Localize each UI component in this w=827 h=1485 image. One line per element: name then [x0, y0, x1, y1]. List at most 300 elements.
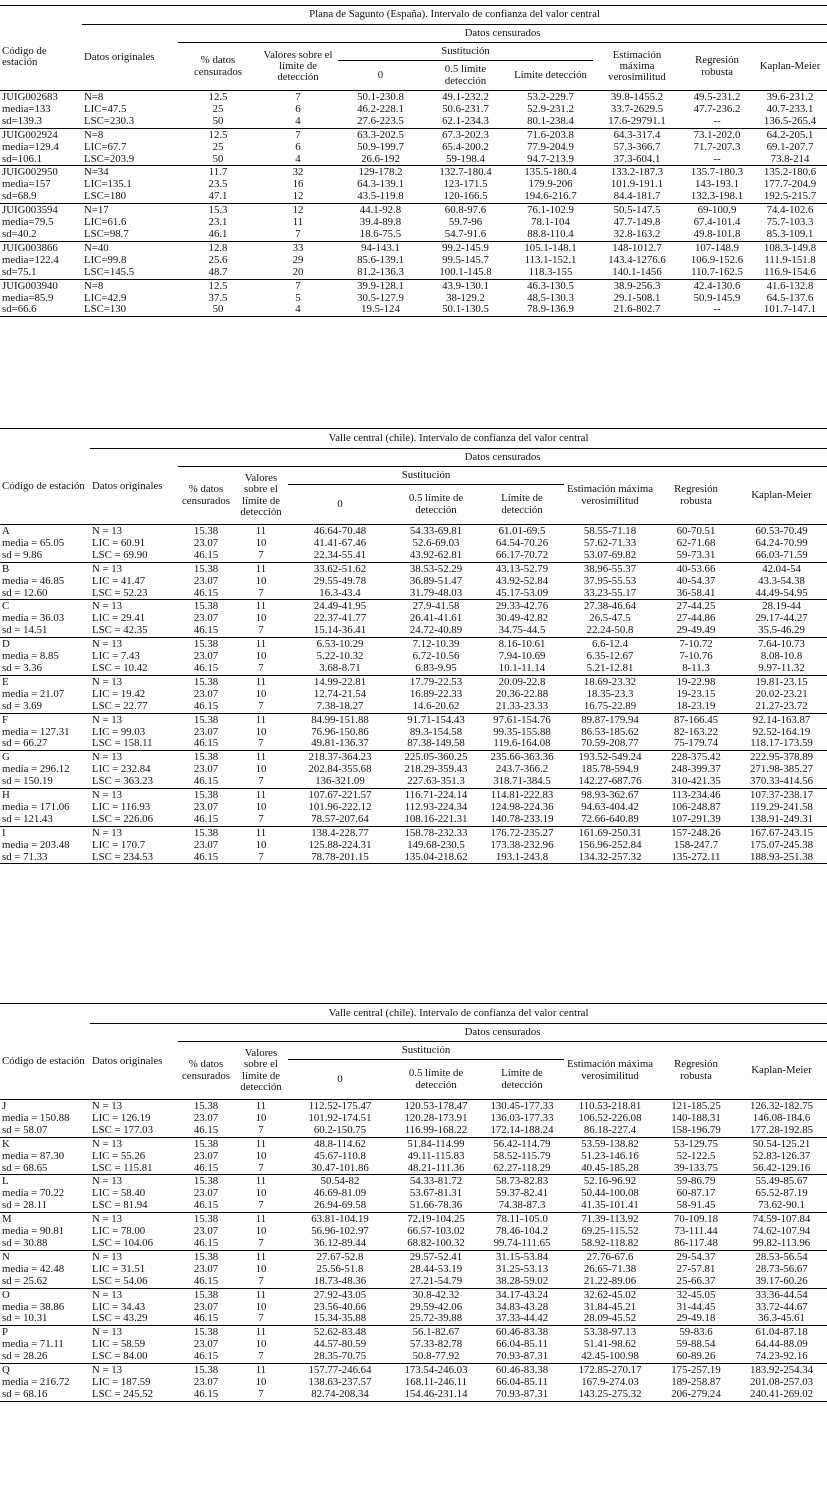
cell-sust-0: 26.94-69.58	[313, 1200, 367, 1212]
cell-pct-censurados: 47.1	[208, 191, 228, 203]
header-datos-originales: Datos originales	[90, 1024, 178, 1100]
cell-datos-originales: LSC = 245.52	[90, 1389, 178, 1401]
cell-sust-0: 39.4-89.8	[359, 217, 402, 229]
cell-regresion-robusta: 29-54.37	[656, 1250, 736, 1263]
cell-codigo: sd = 14.51	[2, 625, 48, 637]
header-sust-05: 0.5 límite de detección	[392, 1060, 480, 1100]
cell-estimacion-mv: 6.35-12.67	[586, 651, 634, 663]
cell-codigo: media = 46.85	[2, 575, 65, 587]
cell-datos-originales: LIC = 58.59	[92, 1339, 146, 1351]
cell-sust-05: 51.66-78.36	[409, 1200, 463, 1212]
cell-datos-originales: LIC = 78.00	[92, 1226, 146, 1238]
table-row	[0, 279, 827, 292]
cell-estimacion-mv: 64.3-317.4	[593, 128, 681, 141]
cell-sust-limite: 78.11-105.0	[480, 1213, 564, 1226]
cell-sust-limite: 56.42-114.79	[480, 1137, 564, 1150]
table-row	[0, 1213, 827, 1226]
cell-datos-originales: LSC = 158.11	[92, 738, 153, 750]
cell-kaplan-meier: 43.3-54.38	[758, 575, 805, 587]
cell-estimacion-mv: 72.66-640.89	[581, 813, 639, 825]
cell-pct-censurados: 11.7	[178, 166, 258, 179]
cell-estimacion-mv: 98.93-362.67	[564, 789, 656, 802]
cell-valores-limite: 10	[255, 1150, 267, 1162]
cell-pct-censurados: 15.38	[178, 1364, 234, 1377]
cell-pct-censurados: 46.15	[193, 625, 219, 637]
cell-codigo: sd = 3.69	[2, 700, 42, 712]
cell-pct-censurados: 15.38	[178, 1137, 234, 1150]
cell-kaplan-meier: 138.91-249.31	[750, 813, 814, 825]
cell-kaplan-meier: 126.32-182.75	[736, 1100, 827, 1113]
cell-sust-05: 29.59-42.06	[409, 1301, 463, 1313]
cell-regresion-robusta: 121-185.25	[656, 1100, 736, 1113]
cell-sust-0: 56.96-102.97	[311, 1226, 369, 1238]
cell-codigo: B	[0, 562, 90, 575]
cell-regresion-robusta: 62-71.68	[676, 537, 716, 549]
cell-kaplan-meier: 55.49-85.67	[736, 1175, 827, 1188]
table-row	[0, 179, 827, 191]
table-row	[0, 1250, 827, 1263]
cell-sust-05: 100.1-145.8	[439, 266, 492, 278]
cell-valores-limite: 11	[234, 1175, 288, 1188]
table-row	[0, 204, 827, 217]
cell-sust-0: 101.96-222.12	[308, 801, 372, 813]
cell-sust-limite: 113.1-152.1	[524, 254, 577, 266]
cell-regresion-robusta: 60-70.51	[656, 525, 736, 538]
table-row	[0, 525, 827, 538]
cell-pct-censurados: 23.07	[193, 1301, 219, 1313]
cell-datos-originales: LIC=135.1	[84, 179, 132, 191]
cell-datos-originales: LIC=61.6	[84, 217, 127, 229]
cell-valores-limite: 11	[234, 789, 288, 802]
cell-valores-limite: 29	[292, 254, 304, 266]
cell-pct-censurados: 12.5	[178, 128, 258, 141]
cell-sust-05: 27.21-54.79	[409, 1275, 463, 1287]
cell-kaplan-meier: 74.23-92.16	[755, 1351, 808, 1363]
cell-kaplan-meier: 39.17-60.26	[755, 1275, 808, 1287]
cell-sust-05: 29.57-52.41	[392, 1250, 480, 1263]
table-row	[0, 116, 827, 128]
cell-sust-limite: 59.37-82.41	[495, 1188, 549, 1200]
cell-sust-limite: 114.81-222.83	[480, 789, 564, 802]
cell-valores-limite: 11	[234, 525, 288, 538]
cell-sust-05: 52.6-69.03	[412, 537, 460, 549]
cell-valores-limite: 7	[258, 128, 338, 141]
cell-codigo: media = 8.85	[2, 651, 59, 663]
cell-sust-limite: 70.93-87.31	[480, 1389, 564, 1401]
table-row	[0, 727, 827, 739]
cell-regresion-robusta: 175-257.19	[656, 1364, 736, 1377]
cell-sust-limite: 34.83-43.28	[495, 1301, 549, 1313]
table-row	[0, 217, 827, 229]
cell-sust-05: 87.38-149.58	[407, 738, 465, 750]
cell-regresion-robusta: 47.7-236.2	[693, 103, 741, 115]
cell-sust-05: 30.8-42.32	[392, 1288, 480, 1301]
cell-regresion-robusta: 19-22.98	[656, 675, 736, 688]
cell-sust-0: 41.41-67.46	[313, 537, 367, 549]
cell-sust-0: 28.35-70.75	[313, 1351, 367, 1363]
cell-datos-originales: N = 13	[90, 562, 178, 575]
table-row	[0, 663, 827, 675]
cell-sust-0: 26.6-192	[361, 153, 400, 165]
cell-codigo: JUIG002950	[0, 166, 82, 179]
cell-regresion-robusta: 86-117.48	[674, 1237, 718, 1249]
cell-datos-originales: LSC = 115.81	[92, 1162, 153, 1174]
cell-pct-censurados: 15.38	[178, 525, 234, 538]
cell-kaplan-meier: 111.9-151.8	[764, 254, 816, 266]
cell-kaplan-meier: 118.17-173.59	[750, 738, 813, 750]
cell-regresion-robusta: 248-399.37	[671, 764, 721, 776]
cell-kaplan-meier: 64.24-70.99	[755, 537, 808, 549]
table-row	[0, 1377, 827, 1389]
cell-estimacion-mv: 94.63-404.42	[581, 801, 639, 813]
cell-datos-originales: LSC=98.7	[84, 228, 129, 240]
cell-sust-0: 14.99-22.81	[288, 675, 392, 688]
cell-sust-05: 227.63-351.3	[407, 776, 465, 788]
cell-regresion-robusta: 42.4-130.6	[681, 279, 753, 292]
cell-sust-limite: 119.6-164.08	[493, 738, 551, 750]
header-sust-05: 0.5 límite de detección	[392, 485, 480, 525]
cell-codigo: sd = 25.62	[2, 1275, 48, 1287]
header-sustitucion: Sustitución	[288, 1042, 564, 1060]
cell-sust-limite: 58.52-115.79	[493, 1150, 551, 1162]
cell-codigo: media = 65.05	[2, 537, 65, 549]
cell-regresion-robusta: 25-66.37	[676, 1275, 716, 1287]
header-sustitucion: Sustitución	[338, 43, 593, 61]
cell-codigo: sd=68.9	[2, 191, 37, 203]
cell-regresion-robusta: 110.7-162.5	[691, 266, 743, 278]
cell-sust-0: 46.69-81.09	[313, 1188, 367, 1200]
cell-sust-0: 19.5-124	[338, 304, 423, 316]
cell-sust-0: 39.9-128.1	[338, 279, 423, 292]
cell-kaplan-meier: 222.95-378.89	[736, 751, 827, 764]
header-sust-limite: Límite de detección	[480, 485, 564, 525]
cell-codigo: media = 127.31	[2, 726, 70, 738]
cell-estimacion-mv: 51.23-146.16	[581, 1150, 639, 1162]
cell-valores-limite: 5	[295, 292, 301, 304]
cell-estimacion-mv: 41.35-101.41	[581, 1200, 639, 1212]
table-row	[0, 1226, 827, 1238]
cell-estimacion-mv: 28.09-45.52	[583, 1313, 637, 1325]
cell-datos-originales: LSC = 22.77	[92, 700, 148, 712]
cell-pct-censurados: 12.5	[178, 279, 258, 292]
cell-pct-censurados: 46.15	[193, 776, 219, 788]
cell-sust-05: 89.3-154.58	[409, 726, 463, 738]
cell-codigo: I	[0, 826, 90, 839]
cell-pct-censurados: 23.1	[208, 217, 228, 229]
header-datos-censurados: Datos censurados	[178, 1024, 827, 1042]
cell-sust-limite: 31.15-53.84	[480, 1250, 564, 1263]
cell-kaplan-meier: 167.67-243.15	[736, 826, 827, 839]
cell-sust-limite: 136.03-177.33	[490, 1112, 554, 1124]
cell-datos-originales: LIC = 170.7	[92, 839, 146, 851]
cell-codigo: sd=75.1	[2, 266, 37, 278]
cell-sust-05: 65.4-200.2	[442, 141, 489, 153]
cell-kaplan-meier: 73.8-214	[770, 153, 810, 165]
header-kaplan-meier: Kaplan-Meier	[736, 467, 827, 525]
cell-sust-0: 22.37-41.77	[313, 613, 367, 625]
cell-sust-limite: 97.61-154.76	[480, 713, 564, 726]
cell-estimacion-mv: 167.9-274.03	[581, 1376, 639, 1388]
cell-datos-originales: N=8	[82, 91, 178, 104]
table-row	[0, 600, 827, 613]
cell-sust-0: 29.55-49.78	[313, 575, 367, 587]
cell-codigo: K	[0, 1137, 90, 1150]
cell-datos-originales: N = 13	[90, 1137, 178, 1150]
cell-regresion-robusta: 27-44.25	[656, 600, 736, 613]
cell-sust-05: 54.7-91.6	[444, 228, 487, 240]
cell-codigo: M	[0, 1213, 90, 1226]
cell-codigo: media=79.5	[2, 217, 54, 229]
cell-valores-limite: 16	[292, 179, 304, 191]
cell-estimacion-mv: 172.85-270.17	[564, 1364, 656, 1377]
cell-sust-limite: 74.38-87.3	[498, 1200, 546, 1212]
cell-estimacion-mv: 29.1-508.1	[613, 292, 661, 304]
cell-regresion-robusta: 143-193.1	[694, 179, 740, 191]
cell-valores-limite: 7	[258, 91, 338, 104]
cell-codigo: A	[0, 525, 90, 538]
cell-kaplan-meier: 20.02-23.21	[755, 688, 808, 700]
cell-sust-0: 7.38-18.27	[316, 700, 364, 712]
cell-sust-05: 43.92-62.81	[409, 549, 463, 561]
cell-estimacion-mv: 18.35-23.3	[586, 688, 634, 700]
cell-sust-05: 59-198.4	[446, 153, 485, 165]
cell-valores-limite: 4	[258, 304, 338, 316]
cell-pct-censurados: 23.07	[193, 688, 219, 700]
cell-datos-originales: LSC = 234.53	[90, 852, 178, 864]
cell-sust-limite: 179.9-206	[528, 179, 573, 191]
cell-sust-05: 57.33-82.78	[409, 1339, 463, 1351]
cell-sust-05: 116.71-224.14	[392, 789, 480, 802]
cell-regresion-robusta: 60-87.17	[676, 1188, 716, 1200]
cell-regresion-robusta: 7-10.76	[679, 651, 713, 663]
cell-estimacion-mv: 185.78-594.9	[581, 764, 639, 776]
cell-valores-limite: 11	[234, 1288, 288, 1301]
cell-pct-censurados: 23.5	[208, 179, 228, 191]
cell-valores-limite: 10	[255, 688, 267, 700]
cell-regresion-robusta: 59-88.54	[676, 1339, 716, 1351]
cell-sust-0: 129-178.2	[338, 166, 423, 179]
cell-sust-0: 60.2-150.75	[313, 1124, 367, 1136]
cell-valores-limite: 10	[255, 613, 267, 625]
cell-codigo: G	[0, 751, 90, 764]
table-row	[0, 1351, 827, 1363]
table-row	[0, 1163, 827, 1175]
cell-estimacion-mv: 38.9-256.3	[593, 279, 681, 292]
cell-kaplan-meier: 29.17-44.27	[755, 613, 808, 625]
cell-pct-censurados: 46.15	[193, 700, 219, 712]
cell-valores-limite: 10	[255, 1188, 267, 1200]
cell-codigo: P	[0, 1326, 90, 1339]
cell-datos-originales: N = 13	[90, 1250, 178, 1263]
cell-pct-censurados: 15.38	[178, 600, 234, 613]
cell-sust-limite: 60.46-83.38	[480, 1326, 564, 1339]
cell-sust-limite: 99.74-111.65	[493, 1237, 551, 1249]
cell-estimacion-mv: 16.75-22.89	[583, 700, 637, 712]
cell-sust-0: 27.67-52.8	[288, 1250, 392, 1263]
cell-regresion-robusta: --	[713, 153, 721, 165]
cell-sust-05: 68.82-100.32	[407, 1237, 465, 1249]
cell-datos-originales: N = 13	[90, 713, 178, 726]
cell-pct-censurados: 15.38	[178, 675, 234, 688]
cell-valores-limite: 12	[292, 191, 304, 203]
cell-sust-05: 38.53-52.29	[392, 562, 480, 575]
cell-valores-limite: 6	[295, 103, 301, 115]
header-estimacion-mv: Estimación máxima verosimilitud	[564, 467, 656, 525]
cell-pct-censurados: 15.38	[178, 638, 234, 651]
cell-regresion-robusta: 49.5-231.2	[681, 91, 753, 104]
cell-sust-0: 101.92-174.51	[308, 1112, 372, 1124]
header-sust-0: 0	[338, 61, 423, 91]
cell-regresion-robusta: 59-83.6	[656, 1326, 736, 1339]
cell-regresion-robusta: 8-11.3	[682, 662, 710, 674]
cell-sust-05: 49.11-115.83	[407, 1150, 465, 1162]
cell-valores-limite: 12	[258, 204, 338, 217]
cell-valores-limite: 7	[258, 279, 338, 292]
cell-datos-originales: N = 13	[90, 600, 178, 613]
cell-kaplan-meier: 56.42-129.16	[752, 1162, 811, 1174]
cell-valores-limite: 33	[258, 241, 338, 254]
cell-codigo: media=157	[2, 179, 51, 191]
cell-datos-originales: LSC=180	[84, 191, 127, 203]
cell-regresion-robusta: 53-129.75	[656, 1137, 736, 1150]
cell-kaplan-meier: 40.7-233.1	[766, 103, 814, 115]
cell-kaplan-meier: 33.72-44.67	[755, 1301, 808, 1313]
cell-regresion-robusta: 31-44.45	[676, 1301, 716, 1313]
cell-codigo: media = 203.48	[2, 839, 70, 851]
cell-datos-originales: LSC = 42.35	[92, 625, 148, 637]
cell-sust-05: 36.89-51.47	[409, 575, 463, 587]
cell-pct-censurados: 12.5	[178, 91, 258, 104]
cell-pct-censurados: 25	[212, 141, 224, 153]
cell-sust-limite: 64.54-70.26	[495, 537, 549, 549]
cell-codigo: O	[0, 1288, 90, 1301]
cell-kaplan-meier: 192.5-215.7	[763, 191, 817, 203]
cell-kaplan-meier: 107.37-238.17	[736, 789, 827, 802]
cell-datos-originales: LIC = 55.26	[92, 1150, 146, 1162]
cell-pct-censurados: 23.07	[193, 537, 219, 549]
cell-regresion-robusta: 73-111.44	[674, 1226, 718, 1238]
cell-codigo: L	[0, 1175, 90, 1188]
cell-pct-censurados: 15.38	[178, 562, 234, 575]
cell-regresion-robusta: 158-247.7	[673, 839, 719, 851]
table-row	[0, 625, 827, 637]
header-regresion-robusta: Regresión robusta	[656, 1042, 736, 1100]
cell-codigo: media = 70.22	[2, 1188, 65, 1200]
cell-estimacion-mv: 86.53-185.62	[581, 726, 639, 738]
cell-kaplan-meier: 74.4-102.6	[753, 204, 827, 217]
cell-sust-05: 59.7-96	[448, 217, 483, 229]
cell-regresion-robusta: 107-148.9	[681, 241, 753, 254]
cell-valores-limite: 10	[255, 1263, 267, 1275]
table-row	[0, 776, 827, 788]
cell-codigo: H	[0, 789, 90, 802]
cell-regresion-robusta: 70-109.18	[656, 1213, 736, 1226]
cell-datos-originales: LIC = 232.84	[92, 764, 151, 776]
cell-kaplan-meier: 240.41-269.02	[736, 1389, 827, 1401]
table-row	[0, 550, 827, 562]
cell-regresion-robusta: 58-91.45	[676, 1200, 716, 1212]
header-sust-0: 0	[288, 485, 392, 525]
cell-datos-originales: LSC = 104.06	[92, 1237, 153, 1249]
cell-sust-limite: 66.04-85.11	[496, 1339, 548, 1351]
cell-sust-limite: 8.16-10.61	[480, 638, 564, 651]
cell-estimacion-mv: 33.23-55.17	[583, 587, 637, 599]
cell-valores-limite: 7	[258, 776, 264, 788]
cell-regresion-robusta: 82-163.22	[673, 726, 719, 738]
cell-sust-limite: 34.17-43.24	[480, 1288, 564, 1301]
cell-datos-originales: LSC=145.5	[84, 266, 135, 278]
cell-kaplan-meier: 9.97-11.32	[758, 662, 805, 674]
cell-sust-limite: 34.75-44.5	[498, 625, 546, 637]
cell-codigo: sd=66.6	[0, 304, 82, 316]
cell-kaplan-meier: 85.3-109.1	[766, 228, 814, 240]
table-row	[0, 1288, 827, 1301]
cell-codigo: media = 36.03	[2, 613, 65, 625]
cell-valores-limite: 7	[258, 1162, 264, 1174]
cell-estimacion-mv: 161.69-250.31	[564, 826, 656, 839]
cell-regresion-robusta: 67.4-101.4	[693, 217, 741, 229]
cell-pct-censurados: 25.6	[208, 254, 228, 266]
table-row	[0, 104, 827, 116]
cell-sust-limite: 30.49-42.82	[495, 613, 549, 625]
cell-valores-limite: 7	[258, 1200, 264, 1212]
cell-sust-05: 168.11-246.11	[404, 1376, 468, 1388]
cell-sust-0: 33.62-51.62	[288, 562, 392, 575]
table-row	[0, 814, 827, 826]
cell-sust-limite: 66.04-85.11	[496, 1376, 548, 1388]
cell-sust-limite: 29.33-42.76	[480, 600, 564, 613]
table-plana-de-sagunto	[0, 5, 827, 317]
table-row	[0, 1364, 827, 1377]
cell-sust-05: 54.33-81.72	[392, 1175, 480, 1188]
cell-kaplan-meier: 69.1-207.7	[766, 141, 814, 153]
cell-sust-limite: 318.71-384.5	[493, 776, 551, 788]
cell-valores-limite: 10	[255, 839, 267, 851]
cell-estimacion-mv: 89.87-179.94	[564, 713, 656, 726]
cell-sust-0: 81.2-136.3	[357, 266, 404, 278]
cell-kaplan-meier: 99.82-113.96	[752, 1237, 811, 1249]
cell-kaplan-meier: 36.3-45.61	[758, 1313, 805, 1325]
cell-datos-originales: LSC = 363.23	[92, 776, 153, 788]
cell-datos-originales: N=40	[82, 241, 178, 254]
cell-estimacion-mv: 52.16-96.92	[564, 1175, 656, 1188]
cell-valores-limite: 10	[255, 764, 267, 776]
cell-kaplan-meier: 19.81-23.15	[736, 675, 827, 688]
cell-sust-limite: 45.17-53.09	[495, 587, 549, 599]
header-kaplan-meier: Kaplan-Meier	[753, 43, 827, 91]
cell-datos-originales: LIC = 99.03	[92, 726, 146, 738]
cell-datos-originales: LSC = 69.90	[92, 549, 148, 561]
cell-sust-0: 63.81-104.19	[288, 1213, 392, 1226]
cell-regresion-robusta: 52-122.5	[676, 1150, 716, 1162]
cell-kaplan-meier: 64.5-137.6	[766, 292, 814, 304]
table-row	[0, 588, 827, 600]
table-row	[0, 1200, 827, 1212]
cell-sust-0: 64.3-139.1	[357, 179, 404, 191]
cell-regresion-robusta: 158-196.79	[671, 1124, 721, 1136]
cell-pct-censurados: 15.38	[178, 751, 234, 764]
table-row	[0, 802, 827, 814]
cell-pct-censurados: 23.07	[193, 764, 219, 776]
cell-regresion-robusta: 29-49.18	[676, 1313, 716, 1325]
cell-pct-censurados: 15.38	[178, 1326, 234, 1339]
cell-sust-0: 76.96-150.86	[311, 726, 369, 738]
cell-regresion-robusta: 40-53.66	[656, 562, 736, 575]
cell-sust-05: 14.6-20.62	[412, 700, 460, 712]
cell-regresion-robusta: 113-234.46	[656, 789, 736, 802]
cell-datos-originales: LIC = 60.91	[92, 537, 146, 549]
cell-regresion-robusta: 135-272.11	[656, 852, 736, 864]
